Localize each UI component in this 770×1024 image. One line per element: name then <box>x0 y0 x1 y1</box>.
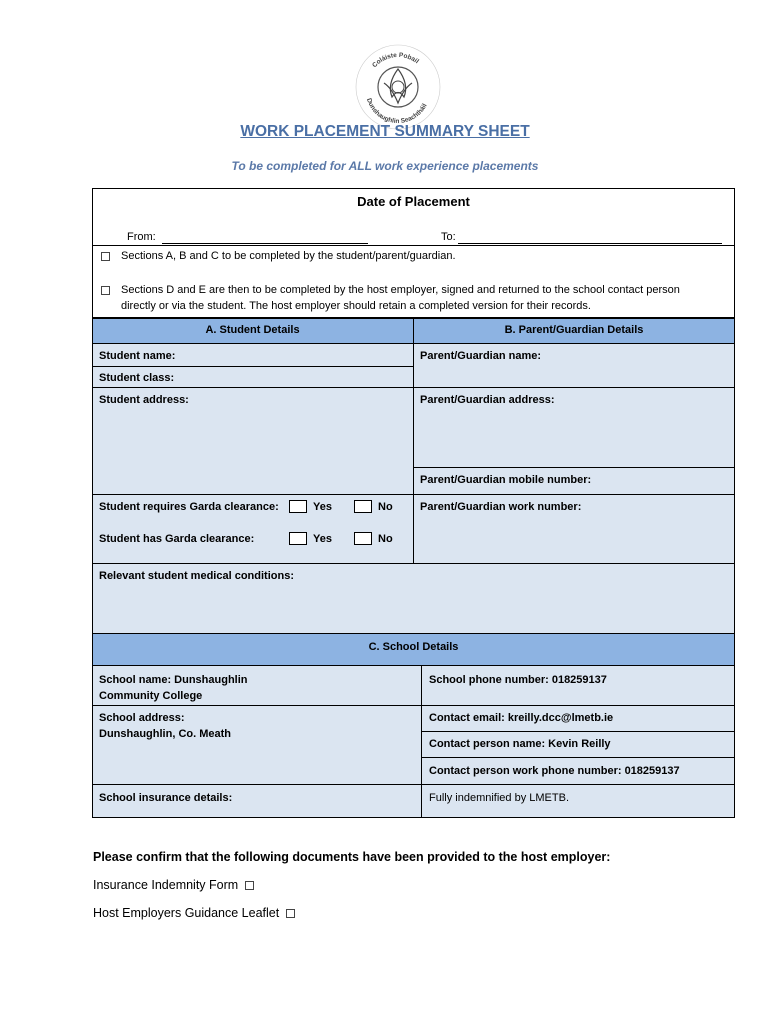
insurance-indemnity-checkbox[interactable] <box>245 881 254 890</box>
medical-conditions-label: Relevant student medical conditions: <box>99 570 294 582</box>
from-date-field[interactable] <box>162 243 368 244</box>
guidance-leaflet-label: Host Employers Guidance Leaflet <box>93 906 280 920</box>
school-insurance-value: Fully indemnified by LMETB. <box>429 792 569 804</box>
section-c-heading: C. School Details <box>368 641 459 653</box>
garda-requires-yes-checkbox[interactable] <box>289 500 307 513</box>
school-crest-logo <box>354 43 442 131</box>
garda-requires-label: Student requires Garda clearance: <box>99 501 279 513</box>
contact-person-phone: Contact person work phone number: 018259137 <box>429 765 680 777</box>
parent-address-label: Parent/Guardian address: <box>420 394 555 406</box>
guidance-leaflet-checkbox[interactable] <box>286 909 295 918</box>
school-address-line1: School address: <box>99 712 185 724</box>
student-class-label: Student class: <box>99 372 175 384</box>
divider <box>413 343 414 564</box>
student-name-label: Student name: <box>99 350 176 362</box>
contact-person-name: Contact person name: Kevin Reilly <box>429 738 611 750</box>
insurance-indemnity-item <box>93 878 254 892</box>
student-address-label: Student address: <box>99 394 189 406</box>
section-a-heading: A. Student Details <box>205 324 300 336</box>
note2-checkbox[interactable] <box>101 286 110 295</box>
school-insurance-label: School insurance details: <box>99 792 233 804</box>
divider <box>92 366 413 367</box>
parent-name-label: Parent/Guardian name: <box>420 350 542 362</box>
garda-requires-no-checkbox[interactable] <box>354 500 372 513</box>
note-sections-de-line1: Sections D and E are then to be completed by the host employer, signed and returned to the school contact person <box>121 284 680 296</box>
garda-has-yes-checkbox[interactable] <box>289 532 307 545</box>
date-of-placement-heading: Date of Placement <box>357 194 470 209</box>
garda-has-no-checkbox[interactable] <box>354 532 372 545</box>
divider <box>92 784 735 785</box>
divider <box>421 731 735 732</box>
note-sections-de-line2: directly or via the student. The host employer should retain a completed version for their records. <box>121 300 591 312</box>
confirm-heading: Please confirm that the following documents have been provided to the host employer: <box>93 850 611 864</box>
divider <box>92 245 735 246</box>
divider <box>92 387 735 388</box>
divider <box>92 494 735 495</box>
to-date-field[interactable] <box>458 243 722 244</box>
parent-mobile-label: Parent/Guardian mobile number: <box>420 474 592 486</box>
divider <box>92 705 735 706</box>
logo-bottom-text: Dunshaughlin Seachtháil <box>365 97 429 126</box>
insurance-indemnity-label: Insurance Indemnity Form <box>93 878 239 892</box>
garda-has-label: Student has Garda clearance: <box>99 533 255 545</box>
yes-label: Yes <box>313 533 332 545</box>
no-label: No <box>378 501 393 513</box>
note-sections-abc: Sections A, B and C to be completed by the student/parent/guardian. <box>121 250 456 262</box>
page-title: WORK PLACEMENT SUMMARY SHEET <box>240 123 530 140</box>
note1-checkbox[interactable] <box>101 252 110 261</box>
school-name-line1: School name: Dunshaughlin <box>99 674 248 686</box>
no-label: No <box>378 533 393 545</box>
school-address-line2: Dunshaughlin, Co. Meath <box>99 728 231 740</box>
divider <box>421 757 735 758</box>
yes-label: Yes <box>313 501 332 513</box>
guidance-leaflet-item <box>93 906 295 920</box>
from-label: From: <box>127 231 156 243</box>
divider <box>421 665 422 818</box>
school-name-line2: Community College <box>99 690 203 702</box>
school-phone: School phone number: 018259137 <box>429 674 607 686</box>
contact-email: Contact email: kreilly.dcc@lmetb.ie <box>429 712 614 724</box>
page-subtitle: To be completed for ALL work experience placements <box>231 159 539 173</box>
section-b-heading: B. Parent/Guardian Details <box>504 324 644 336</box>
logo-top-text: Coláiste Pobail <box>371 51 420 70</box>
divider <box>92 563 735 564</box>
divider <box>413 467 735 468</box>
to-label: To: <box>441 231 456 243</box>
parent-work-label: Parent/Guardian work number: <box>420 501 582 513</box>
